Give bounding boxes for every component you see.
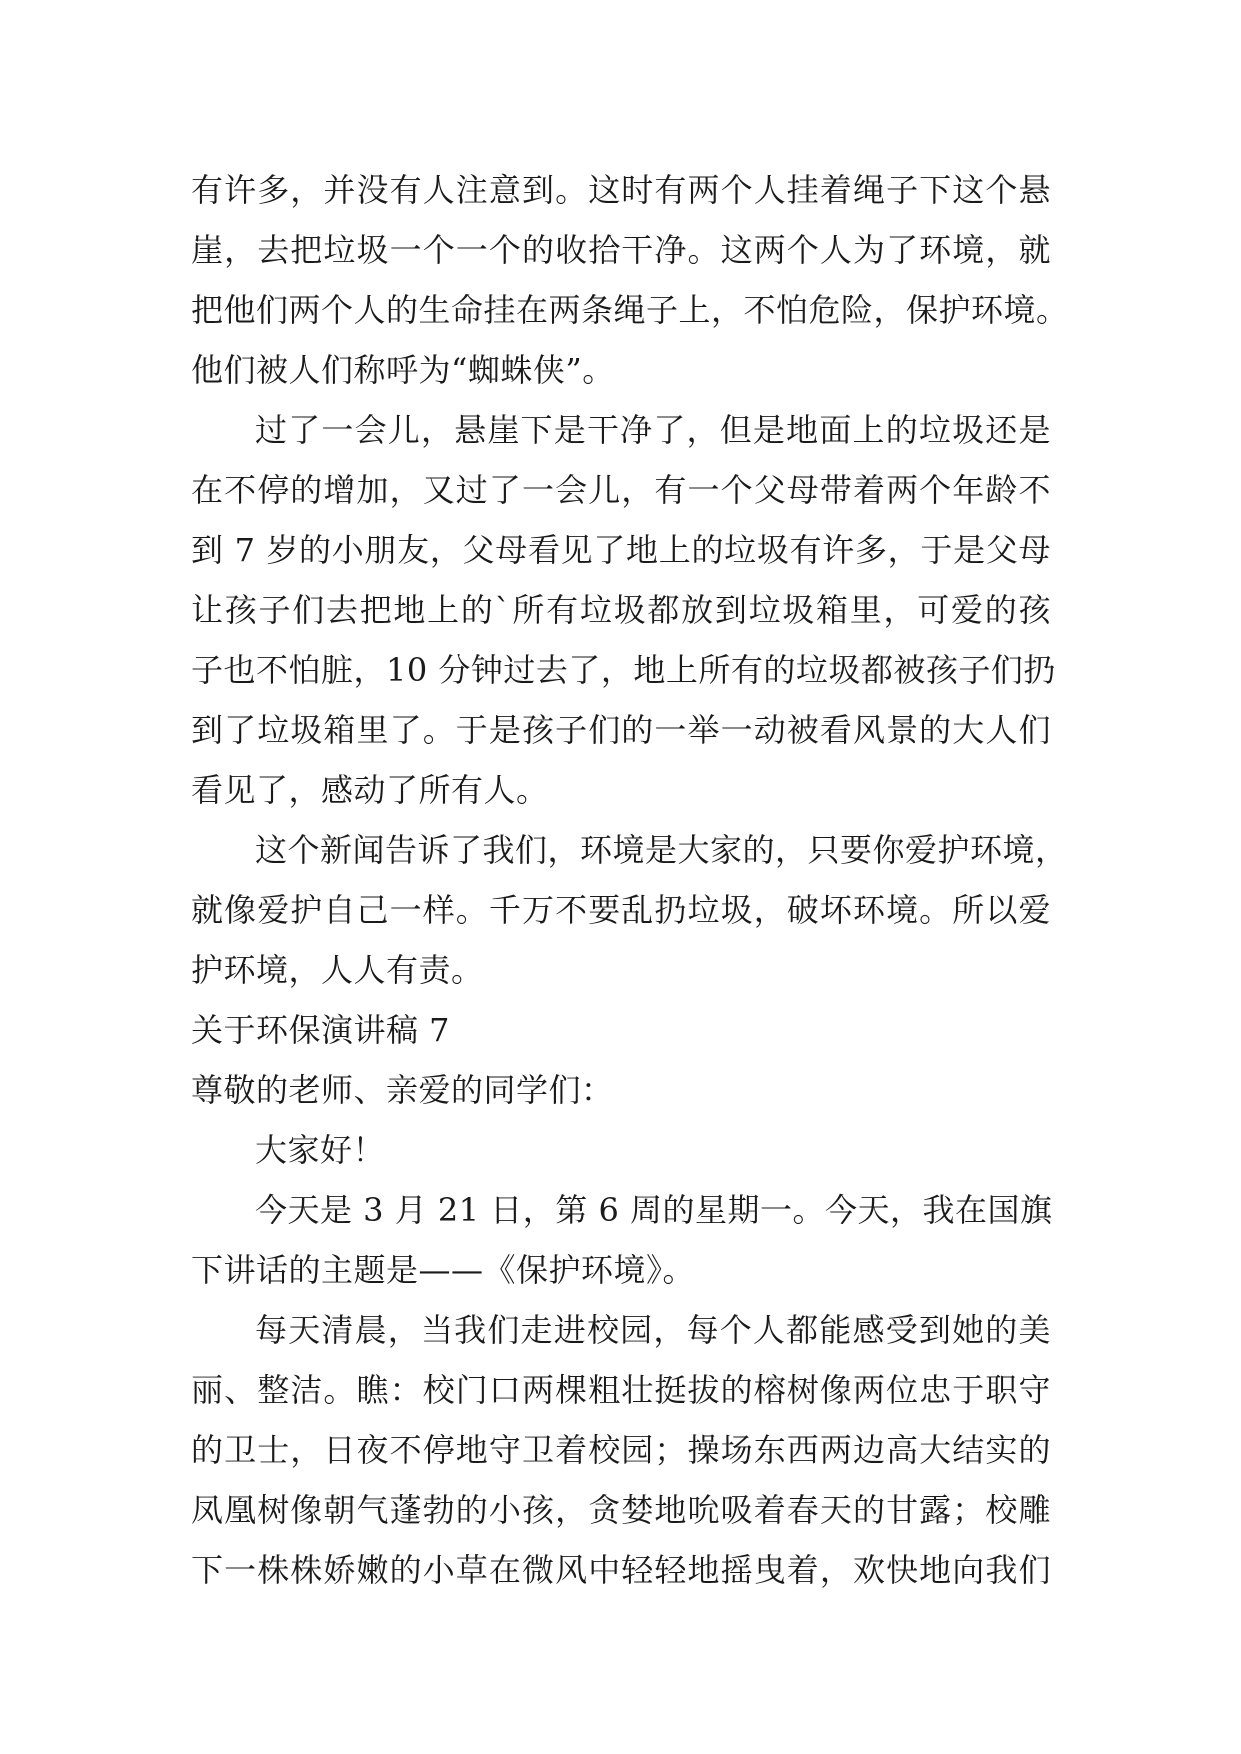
text-line: 把他们两个人的生命挂在两条绳子上，不怕危险，保护环境。 (191, 291, 1069, 329)
text-line: 子也不怕脏，10 分钟过去了，地上所有的垃圾都被孩子们扔 (191, 651, 1056, 689)
text-line: 丽、整洁。瞧：校门口两棵粗壮挺拔的榕树像两位忠于职守 (191, 1371, 1051, 1409)
text-line: 每天清晨，当我们走进校园，每个人都能感受到她的美 (255, 1311, 1051, 1349)
text-line: 关于环保演讲稿 7 (191, 1011, 451, 1049)
text-line: 这个新闻告诉了我们，环境是大家的，只要你爱护环境， (255, 831, 1068, 869)
text-line: 下讲话的主题是——《保护环境》。 (191, 1251, 696, 1289)
text-line: 有许多，并没有人注意到。这时有两个人挂着绳子下这个悬 (191, 171, 1051, 209)
text-line: 的卫士，日夜不停地守卫着校园；操场东西两边高大结实的 (191, 1431, 1051, 1469)
text-line: 看见了，感动了所有人。 (191, 771, 549, 809)
text-line: 过了一会儿，悬崖下是干净了，但是地面上的垃圾还是 (255, 411, 1051, 449)
text-line: 到了垃圾箱里了。于是孩子们的一举一动被看风景的大人们 (191, 711, 1051, 749)
text-line: 到 7 岁的小朋友，父母看见了地上的垃圾有许多，于是父母 (191, 531, 1051, 569)
text-line: 大家好！ (255, 1131, 386, 1169)
text-line: 护环境，人人有责。 (191, 951, 484, 989)
text-line: 在不停的增加，又过了一会儿，有一个父母带着两个年龄不 (191, 471, 1051, 509)
text-line: 今天是 3 月 21 日，第 6 周的星期一。今天，我在国旗 (255, 1191, 1053, 1229)
text-line: 让孩子们去把地上的`所有垃圾都放到垃圾箱里，可爱的孩 (191, 591, 1051, 629)
document-body (191, 160, 1069, 1600)
text-line: 他们被人们称呼为“蜘蛛侠”。 (191, 351, 615, 389)
text-line: 尊敬的老师、亲爱的同学们： (191, 1071, 614, 1109)
text-line: 下一株株娇嫩的小草在微风中轻轻地摇曳着，欢快地向我们 (191, 1551, 1051, 1589)
text-line: 凤凰树像朝气蓬勃的小孩，贪婪地吮吸着春天的甘露；校雕 (191, 1491, 1051, 1529)
text-line: 就像爱护自己一样。千万不要乱扔垃圾，破坏环境。所以爱 (191, 891, 1051, 929)
text-line: 崖，去把垃圾一个一个的收拾干净。这两个人为了环境，就 (191, 231, 1051, 269)
